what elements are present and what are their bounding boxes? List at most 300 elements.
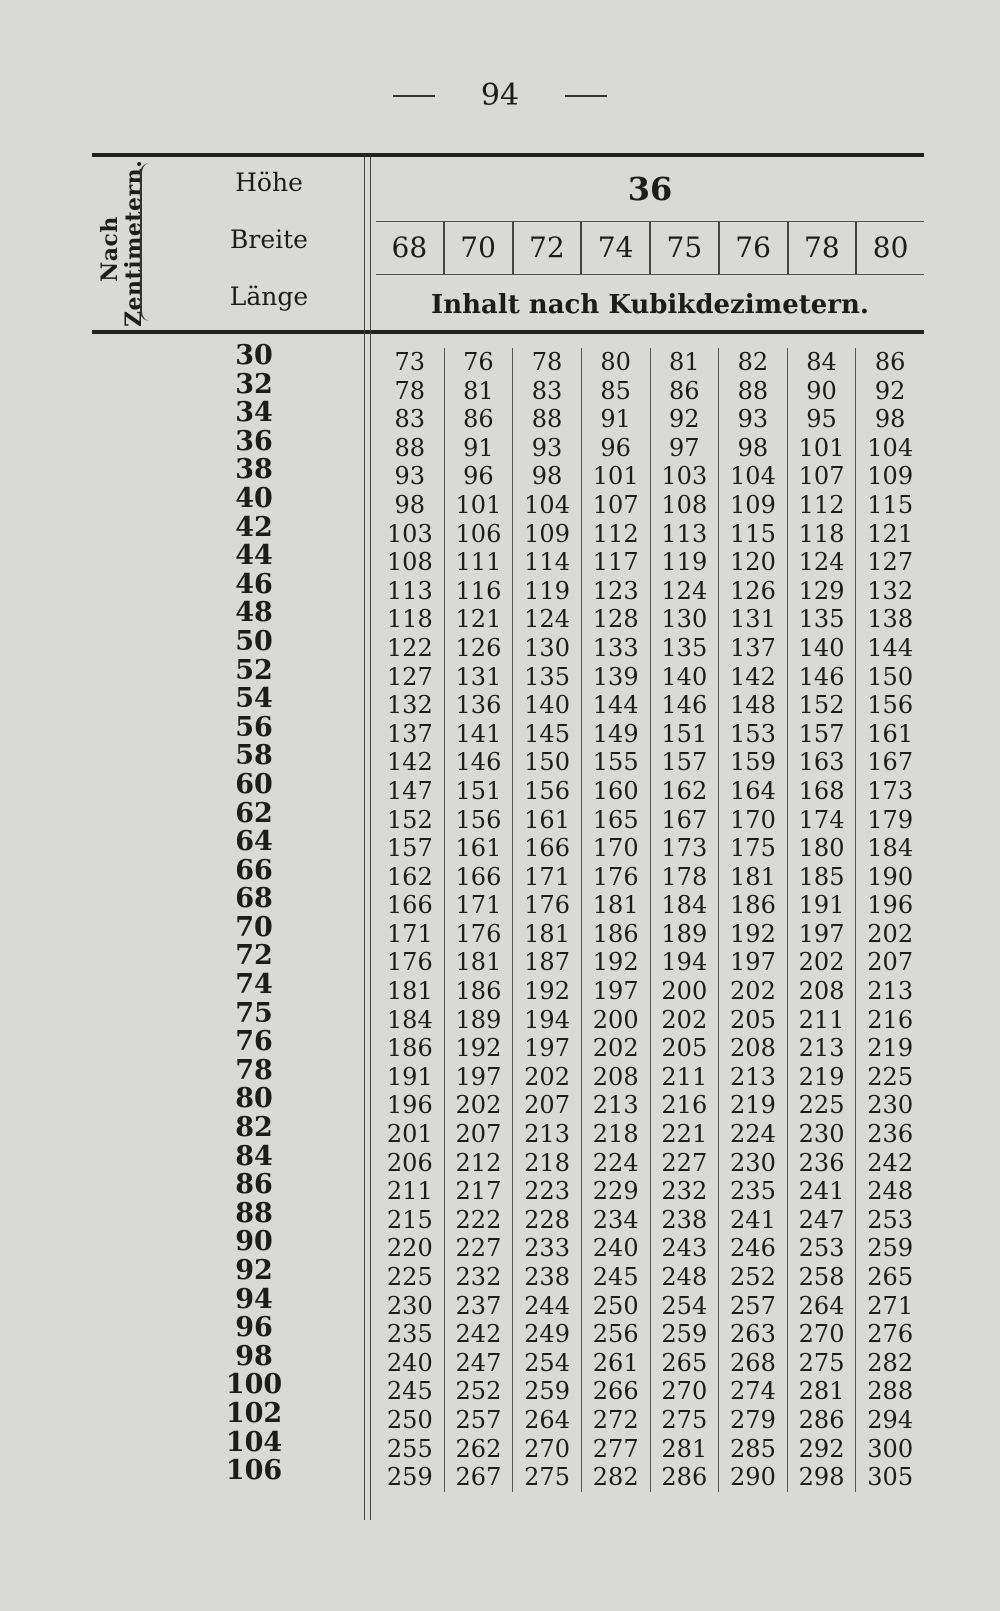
- volume-cell: 167: [661, 805, 708, 834]
- volume-cell: 98: [394, 490, 426, 519]
- volume-cell: 267: [455, 1463, 502, 1492]
- volume-cell: 264: [524, 1405, 570, 1434]
- volume-cell: 103: [386, 519, 433, 548]
- volume-cell: 176: [592, 862, 639, 891]
- volume-cell: 155: [592, 748, 639, 777]
- volume-cell: 236: [867, 1120, 914, 1149]
- breite-1: 70: [445, 222, 514, 274]
- volume-cell: 275: [661, 1405, 708, 1434]
- volume-cell: 213: [592, 1091, 639, 1120]
- value-column-75: [651, 348, 720, 1492]
- side-label: [92, 159, 152, 327]
- volume-cell: 192: [455, 1034, 502, 1063]
- volume-cell: 119: [524, 576, 570, 605]
- breite-0: 68: [376, 222, 445, 274]
- volume-cell: 192: [524, 977, 570, 1006]
- volume-cell: 84: [806, 348, 837, 376]
- volume-cell: 288: [867, 1377, 914, 1406]
- volume-cell: 115: [867, 490, 914, 519]
- volume-cell: 118: [386, 605, 433, 634]
- volume-cell: 248: [867, 1177, 914, 1206]
- volume-cell: 259: [661, 1320, 708, 1349]
- laenge-cell: 96: [235, 1312, 273, 1344]
- volume-cell: 213: [730, 1062, 776, 1091]
- volume-cell: 135: [798, 605, 845, 634]
- volume-cell: 208: [592, 1062, 639, 1091]
- volume-cell: 176: [455, 919, 502, 948]
- volume-cell: 218: [524, 1148, 570, 1177]
- value-column-74: [582, 348, 651, 1492]
- laenge-cell: 46: [235, 568, 273, 600]
- volume-cell: 88: [531, 405, 563, 434]
- volume-cell: 156: [455, 805, 502, 834]
- volume-cell: 219: [798, 1062, 845, 1091]
- volume-cell: 141: [455, 719, 502, 748]
- volume-cell: 157: [798, 719, 845, 748]
- volume-cell: 187: [524, 948, 570, 977]
- volume-cell: 241: [798, 1177, 845, 1206]
- volume-cell: 190: [867, 862, 914, 891]
- volume-cell: 116: [455, 576, 502, 605]
- volume-cell: 202: [592, 1034, 639, 1063]
- volume-cell: 176: [524, 891, 570, 920]
- laenge-cell: 44: [235, 540, 273, 572]
- laenge-cell: 84: [235, 1140, 273, 1172]
- volume-cell: 286: [661, 1463, 708, 1492]
- volume-cell: 170: [730, 805, 776, 834]
- volume-cell: 120: [730, 548, 776, 577]
- value-column-78: [788, 348, 857, 1492]
- side-label-brace: [140, 163, 154, 321]
- volume-cell: 173: [661, 834, 708, 863]
- volume-cell: 238: [661, 1205, 708, 1234]
- volume-cell: 213: [524, 1120, 570, 1149]
- volume-cell: 207: [455, 1120, 502, 1149]
- label-breite: Breite: [230, 225, 308, 254]
- volume-cell: 101: [455, 490, 502, 519]
- laenge-cell: 78: [235, 1054, 273, 1086]
- volume-cell: 282: [592, 1463, 639, 1492]
- volume-cell: 160: [592, 776, 639, 805]
- laenge-cell: 48: [235, 597, 273, 629]
- volume-cell: 205: [661, 1034, 708, 1063]
- volume-cell: 232: [661, 1177, 708, 1206]
- volume-cell: 211: [661, 1062, 708, 1091]
- volume-cell: 142: [730, 662, 776, 691]
- volume-cell: 268: [730, 1348, 776, 1377]
- volume-cell: 138: [867, 605, 914, 634]
- volume-cell: 168: [798, 776, 845, 805]
- volume-cell: 175: [730, 834, 776, 863]
- volume-cell: 206: [386, 1148, 433, 1177]
- volume-cell: 93: [737, 405, 769, 434]
- volume-cell: 80: [600, 348, 631, 376]
- volume-cell: 242: [867, 1148, 914, 1177]
- volume-cell: 270: [798, 1320, 845, 1349]
- volume-cell: 264: [798, 1291, 845, 1320]
- volume-cell: 235: [730, 1177, 776, 1206]
- volume-cell: 184: [867, 834, 914, 863]
- volume-cell: 83: [394, 405, 426, 434]
- volume-cell: 167: [867, 748, 914, 777]
- volume-cell: 212: [455, 1148, 502, 1177]
- volume-cell: 200: [592, 1005, 639, 1034]
- laenge-cell: 90: [235, 1226, 273, 1258]
- laenge-cell: 102: [225, 1397, 283, 1429]
- volume-cell: 202: [455, 1091, 502, 1120]
- volume-cell: 202: [661, 1005, 708, 1034]
- volume-cell: 300: [867, 1434, 914, 1463]
- volume-cell: 127: [386, 662, 433, 691]
- volume-cell: 185: [798, 862, 845, 891]
- volume-cell: 241: [730, 1205, 776, 1234]
- volume-cell: 152: [798, 691, 845, 720]
- volume-cell: 197: [730, 948, 776, 977]
- laenge-cell: 40: [235, 482, 273, 514]
- volume-cell: 146: [455, 748, 502, 777]
- volume-cell: 281: [798, 1377, 845, 1406]
- volume-cell: 164: [730, 776, 776, 805]
- volume-cell: 224: [730, 1120, 776, 1149]
- volume-table: [92, 153, 924, 1495]
- volume-cell: 213: [867, 977, 914, 1006]
- volume-cell: 146: [798, 662, 845, 691]
- volume-cell: 219: [730, 1091, 776, 1120]
- volume-cell: 202: [798, 948, 845, 977]
- volume-cell: 196: [867, 891, 914, 920]
- volume-cell: 124: [524, 605, 570, 634]
- volume-cell: 114: [524, 548, 570, 577]
- volume-cell: 112: [798, 490, 845, 519]
- volume-cell: 104: [867, 433, 914, 462]
- laenge-cell: 36: [235, 425, 273, 457]
- volume-cell: 156: [524, 776, 570, 805]
- volume-cell: 224: [592, 1148, 639, 1177]
- volume-cell: 98: [531, 462, 563, 491]
- volume-cell: 121: [455, 605, 502, 634]
- volume-cell: 113: [386, 576, 433, 605]
- volume-cell: 151: [455, 776, 502, 805]
- volume-cell: 258: [798, 1263, 845, 1291]
- volume-cell: 93: [531, 433, 563, 462]
- laenge-cell: 74: [235, 969, 273, 1001]
- volume-cell: 211: [386, 1177, 433, 1206]
- volume-cell: 127: [867, 548, 914, 577]
- volume-cell: 95: [806, 405, 837, 434]
- volume-cell: 236: [798, 1148, 845, 1177]
- volume-cell: 136: [455, 691, 502, 720]
- volume-cell: 109: [867, 462, 914, 491]
- laenge-cell: 100: [225, 1369, 283, 1401]
- side-label-text: Nach Zentimetern.: [97, 159, 147, 327]
- volume-cell: 186: [592, 919, 639, 948]
- volume-cell: 121: [867, 519, 914, 548]
- laenge-cell: 88: [235, 1197, 273, 1229]
- volume-cell: 274: [730, 1377, 776, 1406]
- volume-cell: 86: [669, 376, 700, 405]
- laenge-cell: 82: [235, 1112, 273, 1144]
- volume-cell: 259: [386, 1463, 433, 1492]
- volume-cell: 192: [592, 948, 639, 977]
- volume-cell: 255: [386, 1434, 433, 1463]
- volume-cell: 298: [798, 1463, 845, 1492]
- volume-cell: 181: [730, 862, 776, 891]
- volume-cell: 123: [592, 576, 639, 605]
- breite-7: 80: [872, 231, 909, 264]
- volume-cell: 181: [386, 977, 433, 1006]
- laenge-cell: 38: [235, 454, 273, 486]
- volume-cell: 91: [463, 433, 494, 462]
- volume-cell: 192: [730, 919, 776, 948]
- volume-cell: 257: [730, 1291, 776, 1320]
- value-column-72: [513, 348, 582, 1492]
- laenge-cell: 92: [235, 1255, 273, 1286]
- label-hoehe: Höhe: [235, 168, 303, 197]
- volume-cell: 262: [455, 1434, 502, 1463]
- header-dash-left: [393, 95, 435, 97]
- laenge-cell: 72: [235, 940, 273, 972]
- laenge-cell: 94: [235, 1283, 273, 1315]
- volume-cell: 161: [455, 834, 502, 863]
- volume-cell: 256: [592, 1320, 639, 1349]
- volume-cell: 180: [798, 834, 845, 863]
- hoehe-value: 36: [627, 170, 673, 208]
- volume-cell: 253: [798, 1234, 845, 1263]
- volume-cell: 149: [592, 719, 639, 748]
- volume-cell: 166: [455, 862, 502, 891]
- volume-cell: 254: [661, 1291, 708, 1320]
- volume-cell: 132: [867, 576, 914, 605]
- table-body: [92, 334, 924, 1495]
- volume-cell: 202: [524, 1062, 570, 1091]
- volume-cell: 147: [386, 776, 433, 805]
- volume-cell: 265: [867, 1263, 914, 1291]
- laenge-cell: 70: [235, 911, 273, 943]
- volume-cell: 197: [798, 919, 845, 948]
- volume-cell: 196: [386, 1091, 433, 1120]
- volume-cell: 275: [524, 1463, 570, 1492]
- volume-cell: 170: [592, 834, 639, 863]
- laenge-column: [170, 342, 338, 1486]
- volume-cell: 162: [386, 862, 433, 891]
- dimension-labels: [170, 157, 368, 330]
- volume-cell: 208: [798, 977, 845, 1006]
- volume-cell: 228: [524, 1205, 570, 1234]
- volume-cell: 240: [386, 1348, 433, 1377]
- laenge-cell: 106: [225, 1455, 283, 1487]
- volume-cell: 93: [394, 462, 426, 491]
- volume-cell: 240: [592, 1234, 639, 1263]
- volume-cell: 92: [669, 405, 700, 434]
- volume-cell: 292: [798, 1434, 845, 1463]
- volume-cell: 181: [592, 891, 639, 920]
- laenge-cell: 50: [235, 625, 273, 657]
- volume-cell: 271: [867, 1291, 914, 1320]
- volume-cell: 263: [730, 1320, 776, 1349]
- volume-cell: 101: [592, 462, 639, 491]
- volume-cell: 201: [386, 1120, 433, 1149]
- volume-cell: 101: [798, 433, 845, 462]
- volume-cell: 230: [730, 1148, 776, 1177]
- laenge-cell: 66: [235, 854, 273, 886]
- volume-cell: 98: [874, 405, 906, 434]
- volume-cell: 253: [867, 1205, 914, 1234]
- volume-cell: 217: [455, 1177, 502, 1206]
- laenge-cell: 34: [235, 397, 273, 429]
- volume-cell: 225: [798, 1091, 845, 1120]
- volume-cell: 104: [730, 462, 776, 491]
- volume-cell: 191: [798, 891, 845, 920]
- volume-cell: 227: [661, 1148, 708, 1177]
- volume-cell: 108: [386, 548, 433, 577]
- label-laenge: Länge: [229, 282, 309, 311]
- laenge-cell: 68: [235, 883, 273, 915]
- value-column-70: [445, 348, 514, 1492]
- volume-cell: 186: [730, 891, 776, 920]
- volume-cell: 230: [386, 1291, 433, 1320]
- volume-cell: 113: [661, 519, 708, 548]
- volume-cell: 156: [867, 691, 914, 720]
- volume-cell: 305: [867, 1463, 914, 1492]
- breite-values: [376, 221, 924, 275]
- volume-cell: 97: [669, 433, 700, 462]
- volume-cell: 194: [524, 1005, 570, 1034]
- volume-cell: 211: [798, 1005, 845, 1034]
- volume-cell: 249: [524, 1320, 570, 1349]
- volume-cell: 124: [798, 548, 845, 577]
- volume-cell: 146: [661, 691, 708, 720]
- table-caption: Inhalt nach Kubikdezimetern.: [431, 290, 869, 320]
- volume-cell: 145: [524, 719, 570, 748]
- breite-3: 74: [582, 222, 651, 274]
- volume-cell: 227: [455, 1234, 502, 1263]
- volume-cell: 213: [798, 1034, 845, 1063]
- laenge-cell: 104: [225, 1426, 283, 1458]
- volume-cell: 279: [730, 1405, 776, 1434]
- volume-cell: 91: [600, 405, 631, 434]
- value-column-76: [719, 348, 788, 1492]
- laenge-cell: 62: [235, 797, 273, 829]
- volume-cell: 107: [592, 490, 639, 519]
- volume-cell: 184: [661, 891, 708, 920]
- volume-cell: 189: [455, 1005, 502, 1034]
- volume-cell: 140: [524, 691, 570, 720]
- volume-cell: 202: [867, 919, 914, 948]
- volume-cell: 174: [798, 805, 845, 834]
- volume-cell: 142: [386, 748, 433, 777]
- volume-cell: 285: [730, 1434, 776, 1463]
- volume-cell: 282: [867, 1348, 914, 1377]
- laenge-cell: 86: [235, 1169, 273, 1201]
- volume-cell: 207: [867, 948, 914, 977]
- volume-cell: 122: [386, 633, 433, 662]
- volume-cell: 129: [798, 576, 845, 605]
- volume-cell: 144: [867, 633, 914, 662]
- volume-cell: 189: [661, 919, 708, 948]
- volume-cell: 157: [386, 834, 433, 863]
- volume-cell: 90: [806, 376, 837, 405]
- volume-cell: 150: [867, 662, 914, 691]
- volume-cell: 117: [592, 548, 639, 577]
- volume-cell: 194: [661, 948, 708, 977]
- volume-cell: 233: [524, 1234, 570, 1263]
- laenge-cell: 52: [235, 654, 273, 686]
- volume-cell: 254: [524, 1348, 570, 1377]
- volume-cell: 166: [386, 891, 433, 920]
- volume-cell: 131: [455, 662, 502, 691]
- volume-cell: 148: [730, 691, 776, 720]
- volume-cell: 294: [867, 1405, 914, 1434]
- volume-cell: 140: [798, 633, 845, 662]
- laenge-cell: 30: [235, 340, 273, 371]
- volume-cell: 270: [524, 1434, 570, 1463]
- volume-cell: 220: [386, 1234, 433, 1263]
- breite-5: 76: [720, 222, 789, 274]
- volume-cell: 290: [730, 1463, 776, 1492]
- volume-cell: 225: [386, 1263, 433, 1291]
- volume-cell: 153: [730, 719, 776, 748]
- breite-6: 78: [789, 222, 858, 274]
- laenge-cell: 80: [235, 1083, 273, 1115]
- volume-cell: 108: [661, 490, 708, 519]
- volume-cell: 221: [661, 1120, 708, 1149]
- laenge-cell: 42: [235, 511, 273, 543]
- volume-cell: 250: [592, 1291, 639, 1320]
- volume-cell: 98: [737, 433, 769, 462]
- volume-cell: 109: [730, 490, 776, 519]
- volume-cell: 165: [592, 805, 639, 834]
- volume-cell: 245: [386, 1377, 433, 1406]
- volume-cell: 245: [592, 1263, 639, 1291]
- volume-cell: 200: [661, 977, 708, 1006]
- volume-cell: 229: [592, 1177, 639, 1206]
- laenge-cell: 76: [235, 1026, 273, 1058]
- volume-cell: 78: [394, 376, 426, 405]
- value-columns: [376, 348, 924, 1492]
- laenge-cell: 64: [235, 826, 273, 858]
- volume-cell: 166: [524, 834, 570, 863]
- volume-cell: 234: [592, 1205, 639, 1234]
- volume-cell: 131: [730, 605, 776, 634]
- volume-cell: 178: [661, 862, 708, 891]
- volume-cell: 179: [867, 805, 914, 834]
- volume-cell: 244: [524, 1291, 570, 1320]
- volume-cell: 238: [524, 1263, 570, 1291]
- value-column-80: [856, 348, 924, 1492]
- laenge-cell: 58: [235, 740, 273, 772]
- volume-cell: 277: [592, 1434, 639, 1463]
- volume-cell: 137: [730, 633, 776, 662]
- volume-cell: 73: [394, 348, 426, 376]
- volume-cell: 83: [531, 376, 563, 405]
- volume-cell: 171: [455, 891, 502, 920]
- volume-cell: 130: [524, 633, 570, 662]
- laenge-cell: 32: [235, 368, 273, 400]
- volume-cell: 237: [455, 1291, 502, 1320]
- volume-cell: 257: [455, 1405, 502, 1434]
- volume-cell: 159: [730, 748, 776, 777]
- volume-cell: 157: [661, 748, 708, 777]
- volume-cell: 161: [524, 805, 570, 834]
- volume-cell: 92: [874, 376, 906, 405]
- volume-cell: 232: [455, 1263, 502, 1291]
- volume-cell: 171: [524, 862, 570, 891]
- volume-cell: 197: [524, 1034, 570, 1063]
- volume-cell: 216: [867, 1005, 914, 1034]
- volume-cell: 259: [867, 1234, 914, 1263]
- volume-cell: 126: [730, 576, 776, 605]
- volume-cell: 78: [531, 348, 563, 376]
